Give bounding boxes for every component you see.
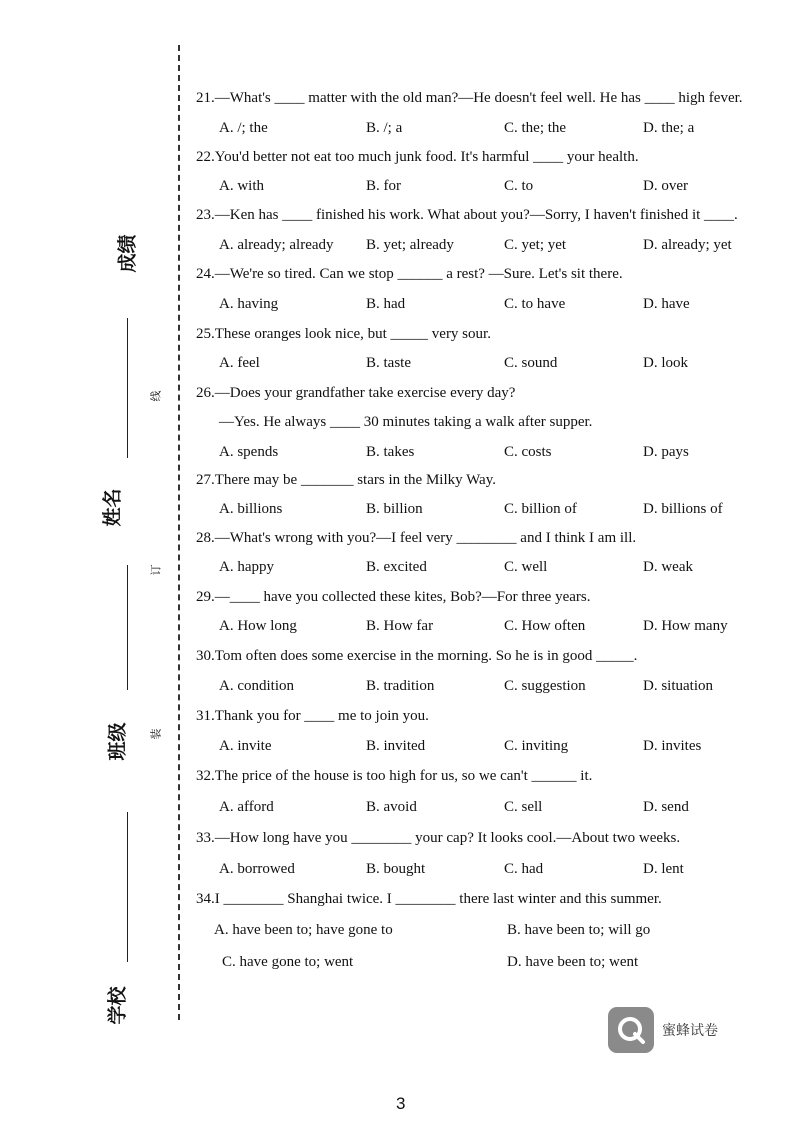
question-stem: 26.—Does your grandfather take exercise every day?: [196, 385, 516, 401]
answer-option[interactable]: B. excited: [366, 559, 427, 575]
answer-option[interactable]: C. the; the: [504, 120, 567, 136]
question-stem: 33.—How long have you ________ your cap? It looks cool.—About two weeks.: [196, 830, 681, 846]
answer-option[interactable]: C. yet; yet: [504, 237, 567, 253]
question-stem: 22.You'd better not eat too much junk food. It's harmful ____ your health.: [196, 149, 639, 165]
answer-option[interactable]: B. /; a: [366, 120, 403, 136]
answer-option[interactable]: C. sound: [504, 355, 558, 371]
answer-option[interactable]: A. already; already: [219, 237, 334, 253]
question-stem: 29.—____ have you collected these kites, Bob?—For three years.: [196, 589, 591, 605]
answer-option[interactable]: A. afford: [219, 799, 274, 815]
answer-option[interactable]: D. invites: [643, 738, 702, 754]
question-stem: 30.Tom often does some exercise in the morning. So he is in good _____.: [196, 648, 638, 664]
answer-option[interactable]: C. How often: [504, 618, 586, 634]
answer-option[interactable]: B. avoid: [366, 799, 417, 815]
answer-option[interactable]: A. having: [219, 296, 279, 312]
answer-option[interactable]: A. borrowed: [219, 861, 295, 877]
answer-option[interactable]: A. with: [219, 178, 264, 194]
answer-option[interactable]: D. look: [643, 355, 688, 371]
class-label: 班级: [106, 722, 129, 761]
mark-cut: 订: [149, 564, 163, 576]
answer-option[interactable]: C. had: [504, 861, 544, 877]
name-underline: [127, 318, 128, 458]
binding-dashed-line: [178, 45, 180, 1020]
brand-name: 蜜蜂试卷: [662, 1023, 718, 1039]
answer-option[interactable]: D. have been to; went: [507, 954, 639, 970]
answer-option[interactable]: D. lent: [643, 861, 684, 877]
answer-option[interactable]: D. How many: [643, 618, 728, 634]
answer-option[interactable]: C. sell: [504, 799, 543, 815]
answer-option[interactable]: A. invite: [219, 738, 272, 754]
answer-option[interactable]: D. send: [643, 799, 689, 815]
name-label: 姓名: [101, 488, 124, 527]
answer-option[interactable]: C. inviting: [504, 738, 569, 754]
answer-option[interactable]: C. suggestion: [504, 678, 586, 694]
mark-line: 线: [149, 390, 163, 402]
answer-option[interactable]: A. feel: [219, 355, 260, 371]
score-label: 成绩: [116, 234, 139, 273]
answer-option[interactable]: C. to: [504, 178, 534, 194]
answer-option[interactable]: D. the; a: [643, 120, 695, 136]
answer-option[interactable]: D. pays: [643, 444, 689, 460]
question-stem: 28.—What's wrong with you?—I feel very ________ and I think I am ill.: [196, 530, 637, 546]
answer-option[interactable]: D. have: [643, 296, 690, 312]
search-q-icon: [615, 1014, 647, 1046]
answer-option[interactable]: C. costs: [504, 444, 552, 460]
answer-option[interactable]: B. billion: [366, 501, 423, 517]
question-stem: 34.I ________ Shanghai twice. I ________ there last winter and this summer.: [196, 891, 662, 907]
answer-option[interactable]: B. tradition: [366, 678, 435, 694]
answer-option[interactable]: A. billions: [219, 501, 283, 517]
class-underline: [127, 565, 128, 690]
answer-option[interactable]: B. How far: [366, 618, 434, 634]
question-stem: 25.These oranges look nice, but _____ very sour.: [196, 326, 491, 342]
answer-option[interactable]: B. taste: [366, 355, 411, 371]
answer-option[interactable]: B. had: [366, 296, 406, 312]
school-label: 学校: [106, 986, 129, 1025]
question-stem-continued: —Yes. He always ____ 30 minutes taking a walk after supper.: [219, 414, 593, 430]
answer-option[interactable]: C. well: [504, 559, 548, 575]
question-stem: 23.—Ken has ____ finished his work. What about you?—Sorry, I haven't finished it ____.: [196, 207, 738, 223]
answer-option[interactable]: B. takes: [366, 444, 415, 460]
answer-option[interactable]: A. /; the: [219, 120, 268, 136]
answer-option[interactable]: A. spends: [219, 444, 279, 460]
answer-option[interactable]: D. situation: [643, 678, 713, 694]
answer-option[interactable]: D. weak: [643, 559, 693, 575]
answer-option[interactable]: C. to have: [504, 296, 566, 312]
answer-option[interactable]: B. have been to; will go: [507, 922, 651, 938]
page-number: 3: [396, 1094, 406, 1113]
question-stem: 21.—What's ____ matter with the old man?—He doesn't feel well. He has ____ high fever.: [196, 90, 743, 106]
brand-logo: [608, 1007, 654, 1053]
answer-option[interactable]: A. condition: [219, 678, 294, 694]
answer-option[interactable]: A. happy: [219, 559, 274, 575]
answer-option[interactable]: D. billions of: [643, 501, 723, 517]
answer-option[interactable]: A. How long: [219, 618, 297, 634]
answer-option[interactable]: C. have gone to; went: [222, 954, 354, 970]
question-stem: 27.There may be _______ stars in the Milky Way.: [196, 472, 496, 488]
answer-option[interactable]: D. already; yet: [643, 237, 732, 253]
question-stem: 32.The price of the house is too high for us, so we can't ______ it.: [196, 768, 593, 784]
question-stem: 31.Thank you for ____ me to join you.: [196, 708, 429, 724]
answer-option[interactable]: B. for: [366, 178, 401, 194]
answer-option[interactable]: C. billion of: [504, 501, 577, 517]
school-underline: [127, 812, 128, 962]
answer-option[interactable]: D. over: [643, 178, 688, 194]
answer-option[interactable]: B. yet; already: [366, 237, 454, 253]
answer-option[interactable]: B. bought: [366, 861, 426, 877]
answer-option[interactable]: A. have been to; have gone to: [214, 922, 393, 938]
answer-option[interactable]: B. invited: [366, 738, 426, 754]
question-stem: 24.—We're so tired. Can we stop ______ a rest? —Sure. Let's sit there.: [196, 266, 623, 282]
mark-bind: 装: [149, 728, 163, 740]
